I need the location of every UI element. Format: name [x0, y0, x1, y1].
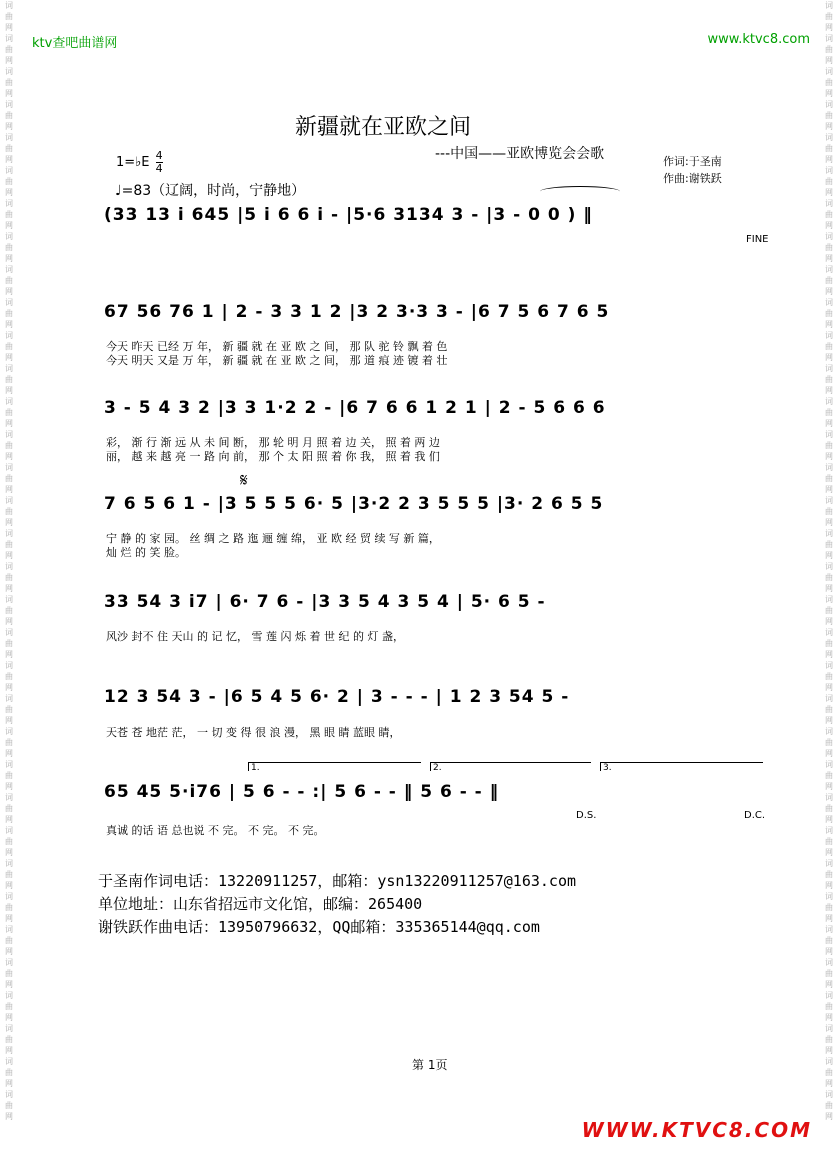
watermark-char: 曲 [825, 78, 833, 87]
watermark-char: 网 [5, 551, 13, 560]
watermark-char: 曲 [5, 12, 13, 21]
watermark-char: 曲 [825, 1002, 833, 1011]
watermark-char: 词 [825, 727, 833, 736]
contact-address: 单位地址：山东省招远市文化馆，邮编：265400 [98, 895, 423, 913]
notation-row-3: 3 - 5 4 3 2 |3 3 1·2 2 - |6 7 6 6 1 2 1 | 2 - 5 6 6 6 [104, 398, 606, 418]
watermark-char: 网 [825, 815, 833, 824]
watermark-char: 曲 [825, 573, 833, 582]
notation-row-5: 33 54 3 i7 | 6· 7 6 - |3 3 5 4 3 5 4 | 5· 6 5 - [104, 592, 546, 612]
watermark-char: 网 [5, 89, 13, 98]
watermark-char: 网 [825, 254, 833, 263]
watermark-char: 网 [825, 1079, 833, 1088]
watermark-char: 网 [5, 1013, 13, 1022]
watermark-char: 曲 [5, 606, 13, 615]
watermark-char: 网 [825, 716, 833, 725]
watermark-char: 网 [825, 551, 833, 560]
watermark-char: 网 [5, 518, 13, 527]
watermark-char: 曲 [5, 144, 13, 153]
watermark-char: 曲 [5, 804, 13, 813]
watermark-char: 曲 [825, 507, 833, 516]
watermark-char: 网 [5, 23, 13, 32]
lyricist-credit: 作词:于圣南 [663, 155, 722, 168]
watermark-char: 词 [825, 232, 833, 241]
watermark-char: 网 [5, 815, 13, 824]
watermark-char: 网 [5, 254, 13, 263]
watermark-char: 词 [5, 925, 13, 934]
watermark-char: 网 [825, 1046, 833, 1055]
lyric-line: 风沙 封不 住 天山 的 记 忆， 雪 莲 闪 烁 着 世 纪 的 灯 盏， [106, 630, 404, 643]
watermark-char: 曲 [825, 309, 833, 318]
watermark-char: 网 [5, 914, 13, 923]
watermark-char: 网 [5, 848, 13, 857]
watermark-char: 网 [5, 452, 13, 461]
watermark-char: 网 [825, 914, 833, 923]
dc-mark: D.C. [744, 810, 766, 821]
watermark-char: 曲 [825, 771, 833, 780]
watermark-char: 网 [5, 584, 13, 593]
watermark-char: 曲 [5, 903, 13, 912]
watermark-char: 网 [5, 716, 13, 725]
watermark-char: 词 [5, 496, 13, 505]
watermark-char: 词 [5, 694, 13, 703]
watermark-char: 网 [5, 221, 13, 230]
watermark-char: 曲 [5, 1035, 13, 1044]
watermark-char: 曲 [5, 705, 13, 714]
watermark-char: 词 [825, 760, 833, 769]
watermark-char: 词 [5, 661, 13, 670]
watermark-char: 曲 [5, 672, 13, 681]
tie-arc [540, 186, 620, 197]
watermark-char: 词 [5, 397, 13, 406]
watermark-char: 词 [5, 859, 13, 868]
watermark-char: 网 [5, 782, 13, 791]
watermark-char: 网 [825, 617, 833, 626]
watermark-char: 网 [5, 56, 13, 65]
watermark-char: 曲 [825, 243, 833, 252]
watermark-char: 网 [825, 947, 833, 956]
watermark-char: 网 [5, 353, 13, 362]
watermark-char: 词 [5, 760, 13, 769]
watermark-char: 网 [825, 749, 833, 758]
watermark-char: 网 [825, 320, 833, 329]
watermark-char: 曲 [5, 870, 13, 879]
lyric-line: 丽， 越 来 越 亮 一 路 向 前， 那 个 太 阳 照 着 你 我， 照 着 我 们 [106, 450, 440, 463]
watermark-char: 网 [5, 881, 13, 890]
watermark-char: 曲 [5, 474, 13, 483]
watermark-char: 词 [5, 34, 13, 43]
watermark-char: 词 [5, 331, 13, 340]
watermark-char: 网 [825, 56, 833, 65]
watermark-char: 曲 [5, 540, 13, 549]
watermark-char: 曲 [5, 111, 13, 120]
watermark-char: 词 [825, 34, 833, 43]
key-label: 1=♭E [116, 155, 150, 170]
composer-credit: 作曲:谢铁跃 [663, 172, 722, 185]
watermark-char: 词 [825, 793, 833, 802]
key-signature [116, 150, 163, 175]
lyric-line: 彩， 渐 行 渐 远 从 未 间 断， 那 轮 明 月 照 着 边 关， 照 着 两 边 [106, 436, 440, 449]
notation-row-6: 12 3 54 3 - |6 5 4 5 6· 2 | 3 - - - | 1 2 3 54 5 - [104, 687, 570, 707]
watermark-char: 曲 [825, 474, 833, 483]
watermark-char: 网 [825, 386, 833, 395]
watermark-char: 网 [825, 89, 833, 98]
watermark-char: 曲 [825, 111, 833, 120]
watermark-char: 网 [5, 749, 13, 758]
watermark-char: 词 [825, 991, 833, 1000]
notation-row-4: 7 6 5 6 1 - |3 5 5 5 6· 5 |3·2 2 3 5 5 5 |3· 2 6 5 5 [104, 494, 604, 514]
watermark-char: 曲 [825, 837, 833, 846]
watermark-char: 曲 [825, 45, 833, 54]
watermark-char: 曲 [825, 144, 833, 153]
watermark-char: 词 [825, 925, 833, 934]
watermark-char: 词 [5, 892, 13, 901]
watermark-char: 曲 [5, 375, 13, 384]
watermark-char: 词 [825, 1, 833, 10]
watermark-char: 词 [825, 595, 833, 604]
watermark-char: 曲 [5, 738, 13, 747]
site-url-right[interactable]: www.ktvc8.com [707, 32, 810, 47]
watermark-char: 词 [5, 67, 13, 76]
lyric-line: 今天 昨天 已经 万 年， 新 疆 就 在 亚 欧 之 间， 那 队 驼 铃 飘 着 色 [106, 340, 448, 353]
watermark-char: 网 [5, 320, 13, 329]
watermark-char: 曲 [825, 870, 833, 879]
left-watermark [4, 0, 14, 1169]
watermark-char: 词 [825, 1024, 833, 1033]
watermark-char: 曲 [825, 1035, 833, 1044]
watermark-char: 曲 [825, 606, 833, 615]
watermark-char: 词 [825, 892, 833, 901]
volta-2: 2. [430, 762, 591, 771]
watermark-char: 网 [5, 386, 13, 395]
watermark-char: 词 [5, 364, 13, 373]
watermark-char: 词 [825, 100, 833, 109]
watermark-char: 词 [825, 958, 833, 967]
watermark-char: 网 [5, 188, 13, 197]
watermark-char: 网 [825, 155, 833, 164]
watermark-char: 曲 [5, 78, 13, 87]
watermark-char: 曲 [5, 408, 13, 417]
watermark-char: 曲 [5, 177, 13, 186]
watermark-char: 网 [5, 122, 13, 131]
watermark-char: 曲 [5, 210, 13, 219]
watermark-char: 网 [825, 419, 833, 428]
watermark-char: 网 [5, 1079, 13, 1088]
contact-composer: 谢铁跃作曲电话：13950796632，QQ邮箱：335365144@qq.com [98, 918, 540, 936]
volta-1: 1. [248, 762, 421, 771]
watermark-char: 词 [825, 199, 833, 208]
watermark-char: 曲 [825, 804, 833, 813]
watermark-char: 词 [5, 529, 13, 538]
watermark-char: 网 [825, 485, 833, 494]
watermark-char: 词 [5, 199, 13, 208]
tempo-marking: ♩=83（辽阔，时尚，宁静地） [115, 183, 306, 199]
watermark-char: 曲 [825, 936, 833, 945]
watermark-char: 词 [825, 364, 833, 373]
watermark-char: 网 [825, 188, 833, 197]
watermark-char: 网 [825, 287, 833, 296]
watermark-char: 曲 [5, 243, 13, 252]
watermark-char: 曲 [825, 441, 833, 450]
watermark-char: 网 [5, 419, 13, 428]
watermark-char: 网 [5, 1046, 13, 1055]
watermark-char: 词 [5, 958, 13, 967]
watermark-char: 词 [5, 100, 13, 109]
watermark-char: 词 [5, 430, 13, 439]
watermark-char: 词 [825, 529, 833, 538]
watermark-char: 词 [825, 628, 833, 637]
watermark-char: 网 [825, 23, 833, 32]
watermark-char: 曲 [5, 45, 13, 54]
watermark-char: 网 [825, 1112, 833, 1121]
watermark-char: 词 [5, 232, 13, 241]
watermark-char: 词 [5, 727, 13, 736]
watermark-char: 词 [5, 265, 13, 274]
fine-mark: FINE [746, 234, 769, 245]
site-logo[interactable]: WWW.KTVC8.COM [581, 1118, 812, 1142]
watermark-char: 网 [5, 155, 13, 164]
watermark-char: 词 [825, 298, 833, 307]
watermark-char: 词 [825, 265, 833, 274]
watermark-char: 网 [825, 353, 833, 362]
watermark-char: 曲 [5, 309, 13, 318]
watermark-char: 曲 [825, 738, 833, 747]
watermark-char: 网 [825, 452, 833, 461]
notation-row-1: (33 13 i 645 |5 i 6 6 i - |5·6 3134 3 - |3 - 0 0 ) ‖ [104, 205, 593, 225]
watermark-char: 词 [825, 166, 833, 175]
notation-row-2: 67 56 76 1 | 2 - 3 3 1 2 |3 2 3·3 3 - |6 7 5 6 7 6 5 [104, 302, 610, 322]
watermark-char: 网 [825, 1013, 833, 1022]
watermark-char: 曲 [5, 441, 13, 450]
segno-sign: 𝄋 [240, 470, 248, 491]
watermark-char: 网 [825, 584, 833, 593]
watermark-char: 曲 [5, 276, 13, 285]
watermark-char: 网 [825, 650, 833, 659]
watermark-char: 曲 [825, 1068, 833, 1077]
watermark-char: 词 [5, 826, 13, 835]
watermark-char: 曲 [5, 1002, 13, 1011]
watermark-char: 词 [5, 1, 13, 10]
watermark-char: 网 [5, 287, 13, 296]
ds-mark: D.S. [576, 810, 597, 821]
watermark-char: 曲 [825, 903, 833, 912]
watermark-char: 词 [825, 1090, 833, 1099]
site-name-left[interactable]: ktv查吧曲谱网 [32, 36, 118, 51]
watermark-char: 曲 [5, 1068, 13, 1077]
lyric-line: 真诚 的话 语 总也说 不 完。 不 完。 不 完。 [106, 824, 325, 837]
watermark-char: 曲 [825, 177, 833, 186]
watermark-char: 词 [825, 562, 833, 571]
watermark-char: 曲 [825, 276, 833, 285]
watermark-char: 词 [5, 1024, 13, 1033]
watermark-char: 曲 [825, 540, 833, 549]
watermark-char: 网 [5, 947, 13, 956]
right-watermark [824, 0, 834, 1169]
time-signature: $\frac{4}{4}$ [155, 149, 163, 175]
watermark-char: 词 [825, 430, 833, 439]
watermark-char: 词 [5, 463, 13, 472]
watermark-char: 词 [825, 397, 833, 406]
watermark-char: 曲 [5, 771, 13, 780]
watermark-char: 词 [5, 133, 13, 142]
watermark-char: 曲 [825, 210, 833, 219]
watermark-char: 网 [825, 782, 833, 791]
lyric-line: 灿 烂 的 笑 脸。 [106, 546, 186, 559]
watermark-char: 曲 [5, 507, 13, 516]
lyric-line: 宁 静 的 家 园。 丝 绸 之 路 迤 逦 缠 绵， 亚 欧 经 贸 续 写 新 篇， [106, 532, 440, 545]
watermark-char: 词 [825, 67, 833, 76]
watermark-char: 曲 [825, 705, 833, 714]
watermark-char: 词 [825, 133, 833, 142]
watermark-char: 曲 [5, 342, 13, 351]
watermark-char: 词 [5, 562, 13, 571]
watermark-char: 网 [5, 485, 13, 494]
page-number: 第 1页 [412, 1058, 448, 1072]
watermark-char: 网 [825, 518, 833, 527]
lyric-line: 今天 明天 又是 万 年， 新 疆 就 在 亚 欧 之 间， 那 道 痕 迹 镀 着 壮 [106, 354, 448, 367]
watermark-char: 曲 [825, 969, 833, 978]
watermark-char: 词 [825, 694, 833, 703]
watermark-char: 曲 [5, 573, 13, 582]
watermark-char: 曲 [825, 408, 833, 417]
lyric-line: 天苍 苍 地茫 茫， 一 切 变 得 很 浪 漫， 黑 眼 睛 蓝眼 睛， [106, 726, 401, 739]
watermark-char: 曲 [5, 969, 13, 978]
song-subtitle: ---中国——亚欧博览会会歌 [435, 146, 605, 162]
watermark-char: 词 [5, 1057, 13, 1066]
watermark-char: 曲 [825, 1101, 833, 1110]
contact-lyricist: 于圣南作词电话：13220911257，邮箱：ysn13220911257@163.com [98, 872, 577, 890]
watermark-char: 曲 [5, 936, 13, 945]
watermark-char: 曲 [5, 837, 13, 846]
watermark-char: 曲 [5, 639, 13, 648]
watermark-char: 词 [5, 166, 13, 175]
watermark-char: 词 [5, 628, 13, 637]
watermark-char: 网 [825, 848, 833, 857]
watermark-char: 网 [5, 617, 13, 626]
watermark-char: 词 [5, 991, 13, 1000]
watermark-char: 网 [825, 683, 833, 692]
volta-3: 3. [600, 762, 763, 771]
song-title: 新疆就在亚欧之间 [295, 115, 472, 140]
watermark-char: 网 [5, 980, 13, 989]
watermark-char: 曲 [825, 639, 833, 648]
watermark-char: 词 [825, 496, 833, 505]
watermark-char: 网 [825, 122, 833, 131]
watermark-char: 词 [825, 859, 833, 868]
watermark-char: 词 [825, 1057, 833, 1066]
watermark-char: 曲 [825, 375, 833, 384]
watermark-char: 词 [5, 793, 13, 802]
watermark-char: 网 [825, 221, 833, 230]
watermark-char: 网 [5, 683, 13, 692]
watermark-char: 词 [825, 826, 833, 835]
watermark-char: 网 [825, 980, 833, 989]
watermark-char: 词 [5, 298, 13, 307]
watermark-char: 曲 [825, 12, 833, 21]
notation-row-7: 65 45 5·i76 | 5 6 - - :| 5 6 - - ‖ 5 6 - - ‖ [104, 782, 500, 802]
watermark-char: 网 [5, 650, 13, 659]
watermark-char: 词 [825, 661, 833, 670]
watermark-char: 曲 [825, 342, 833, 351]
watermark-char: 词 [5, 1090, 13, 1099]
watermark-char: 网 [5, 1112, 13, 1121]
watermark-char: 词 [5, 595, 13, 604]
watermark-char: 词 [825, 331, 833, 340]
watermark-char: 网 [825, 881, 833, 890]
watermark-char: 曲 [825, 672, 833, 681]
watermark-char: 词 [825, 463, 833, 472]
watermark-char: 曲 [5, 1101, 13, 1110]
